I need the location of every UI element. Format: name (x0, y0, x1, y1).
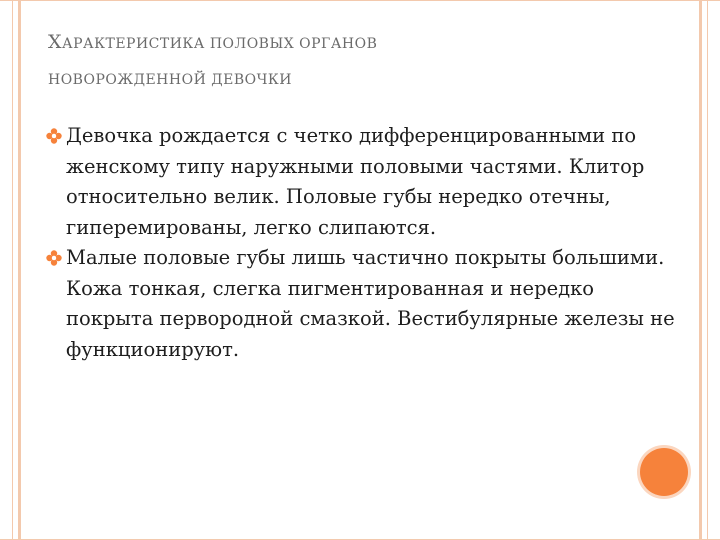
decorative-orange-circle (640, 448, 688, 496)
slide-border-right-thin (707, 0, 708, 540)
list-item (46, 243, 686, 365)
list-item (46, 121, 686, 243)
bullet-list (46, 121, 686, 365)
slide-border-right-thick (699, 0, 702, 540)
slide-title (48, 24, 678, 98)
slide-border-left-thick (18, 0, 21, 540)
bullet-text: Девочка рождается с четко дифференцированными по женскому типу наружными половыми частями. Клитор относительно велик. Половые губы нередко отечны, гиперемированы, легко слипаются. (66, 124, 645, 239)
bullet-text: Малые половые губы лишь частично покрыты большими. Кожа тонкая, слегка пигментированная и нередко покрыта первородной смазкой. Вестибулярные железы не функционируют. (66, 246, 675, 361)
title-line-1 (48, 24, 678, 62)
slide-border-left-thin (12, 0, 13, 540)
title-line-2: НОВОРОЖДЕННОЙ ДЕВОЧКИ (48, 72, 292, 88)
flower-bullet-icon (46, 128, 62, 144)
slide-border-top (0, 0, 720, 1)
flower-bullet-icon (46, 250, 62, 266)
title-line-1-text: АРАКТЕРИСТИКА ПОЛОВЫХ ОРГАНОВ (62, 36, 378, 52)
title-initial-letter: Х (48, 31, 63, 53)
